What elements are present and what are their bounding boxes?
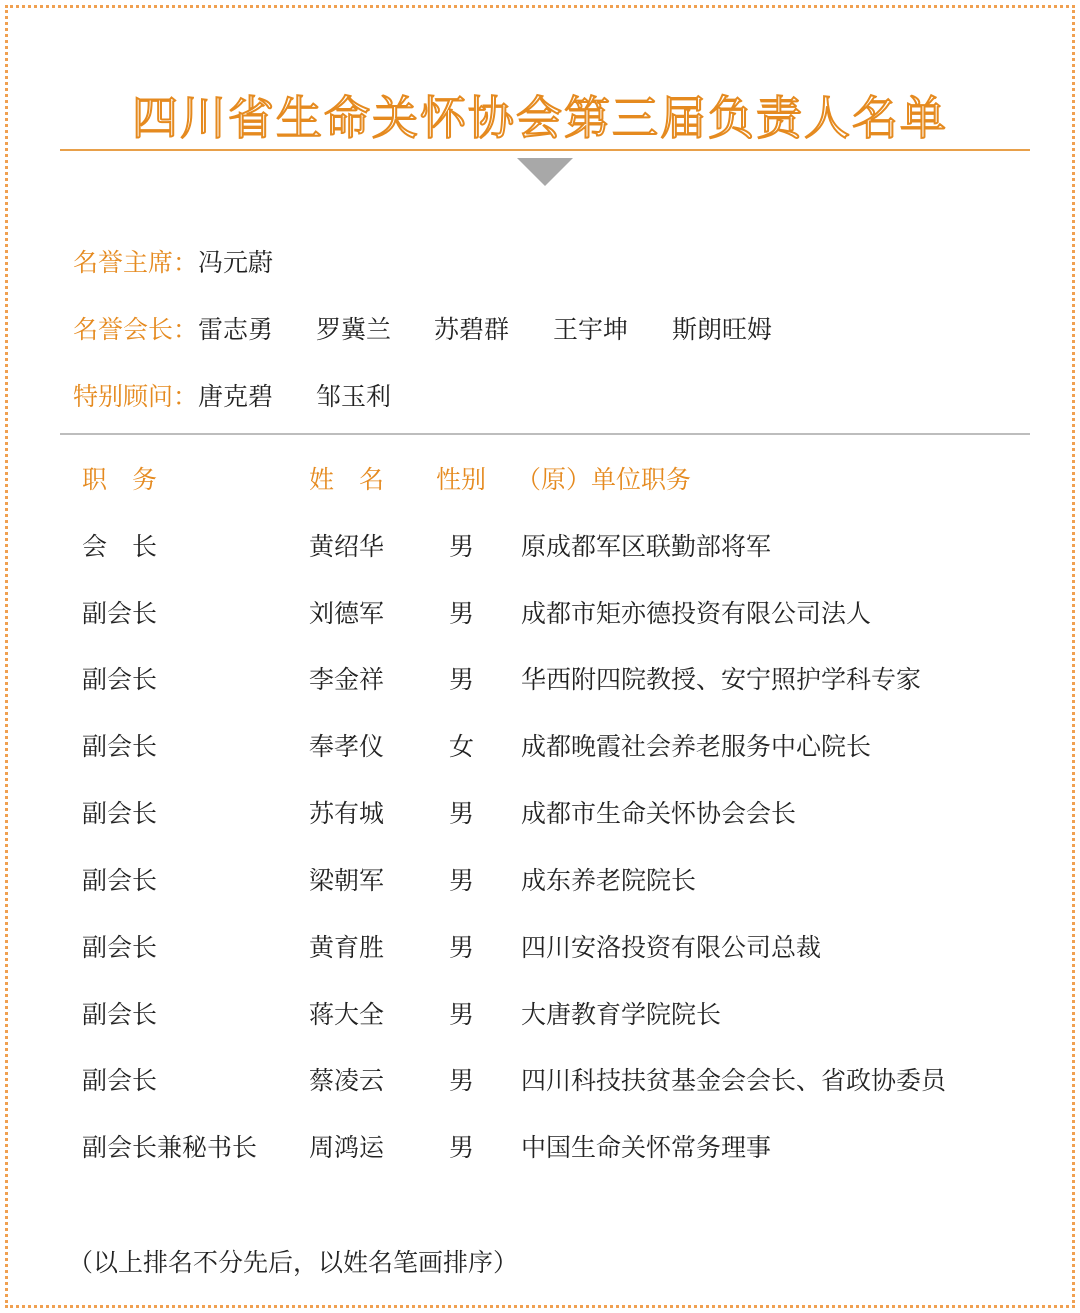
- cell-position: 副会长兼秘书长: [82, 1133, 258, 1162]
- cell-name: 李金祥: [309, 665, 385, 694]
- cell-unit: 华西附四院教授、安宁照护学科专家: [521, 665, 922, 694]
- honorary-name: 冯元蔚: [198, 248, 274, 277]
- table-row: [0, 1128, 1080, 1164]
- cell-position: 副会长: [82, 1000, 158, 1029]
- honorary-name: 罗冀兰: [316, 315, 392, 344]
- table-row: [0, 527, 1080, 563]
- cell-gender: 男: [449, 532, 475, 561]
- cell-unit: 成都市矩亦德投资有限公司法人: [521, 599, 872, 628]
- honorary-name: 斯朗旺姆: [672, 315, 773, 344]
- cell-gender: 男: [449, 1000, 475, 1029]
- table-row: [0, 727, 1080, 763]
- cell-name: 刘德军: [309, 599, 385, 628]
- honorary-name: 邹玉利: [316, 382, 392, 411]
- cell-gender: 男: [449, 866, 475, 895]
- cell-name: 蒋大全: [309, 1000, 385, 1029]
- title-underline: [60, 149, 1030, 151]
- cell-position: 副会长: [82, 799, 158, 828]
- cell-position: 会 长: [82, 532, 158, 561]
- honorary-name: 雷志勇: [198, 315, 274, 344]
- cell-unit: 大唐教育学院院长: [521, 1000, 722, 1029]
- table-row: [0, 928, 1080, 964]
- table-header: [0, 460, 1080, 496]
- cell-name: 蔡凌云: [309, 1066, 385, 1095]
- section-divider: [60, 433, 1030, 435]
- page-title: 四川省生命关怀协会第三届负责人名单: [132, 91, 948, 145]
- honorary-chairman-label: 名誉主席：: [73, 248, 199, 277]
- table-row: [0, 660, 1080, 696]
- cell-gender: 男: [449, 1133, 475, 1162]
- cell-name: 周鸿运: [309, 1133, 385, 1162]
- down-arrow-icon: [517, 158, 573, 186]
- header-name: 姓 名: [309, 465, 385, 494]
- cell-position: 副会长: [82, 732, 158, 761]
- cell-position: 副会长: [82, 866, 158, 895]
- cell-unit: 原成都军区联勤部将军: [521, 532, 772, 561]
- cell-name: 苏有城: [309, 799, 385, 828]
- table-row: [0, 1061, 1080, 1097]
- table-row: [0, 594, 1080, 630]
- dotted-border-frame: [5, 5, 1075, 1308]
- cell-unit: 成都市生命关怀协会会长: [521, 799, 797, 828]
- cell-position: 副会长: [82, 665, 158, 694]
- cell-name: 黄育胜: [309, 933, 385, 962]
- cell-unit: 中国生命关怀常务理事: [521, 1133, 772, 1162]
- special-advisor-label: 特别顾问：: [73, 382, 199, 411]
- honorary-name: 王宇坤: [553, 315, 629, 344]
- special-advisor-row: [73, 377, 391, 413]
- header-gender: 性别: [436, 465, 487, 494]
- cell-position: 副会长: [82, 933, 158, 962]
- header-unit: （原）单位职务: [516, 465, 692, 494]
- table-row: [0, 794, 1080, 830]
- cell-unit: 四川科技扶贫基金会会长、省政协委员: [521, 1066, 947, 1095]
- cell-gender: 男: [449, 665, 475, 694]
- cell-gender: 男: [449, 933, 475, 962]
- cell-unit: 成东养老院院长: [521, 866, 697, 895]
- header-position: 职 务: [82, 465, 158, 494]
- cell-gender: 男: [449, 1066, 475, 1095]
- honorary-name: 唐克碧: [198, 382, 274, 411]
- cell-name: 黄绍华: [309, 532, 385, 561]
- honorary-chairman-row: [73, 243, 273, 279]
- honorary-president-row: [73, 310, 772, 346]
- cell-position: 副会长: [82, 599, 158, 628]
- cell-position: 副会长: [82, 1066, 158, 1095]
- cell-unit: 成都晚霞社会养老服务中心院长: [521, 732, 872, 761]
- cell-unit: 四川安洛投资有限公司总裁: [521, 933, 822, 962]
- ordering-note: （以上排名不分先后，以姓名笔画排序）: [68, 1248, 519, 1277]
- cell-name: 奉孝仪: [309, 732, 385, 761]
- cell-gender: 女: [449, 732, 475, 761]
- honorary-name: 苏碧群: [434, 315, 510, 344]
- cell-gender: 男: [449, 599, 475, 628]
- honorary-president-label: 名誉会长：: [73, 315, 199, 344]
- table-row: [0, 861, 1080, 897]
- table-row: [0, 995, 1080, 1031]
- cell-name: 梁朝军: [309, 866, 385, 895]
- cell-gender: 男: [449, 799, 475, 828]
